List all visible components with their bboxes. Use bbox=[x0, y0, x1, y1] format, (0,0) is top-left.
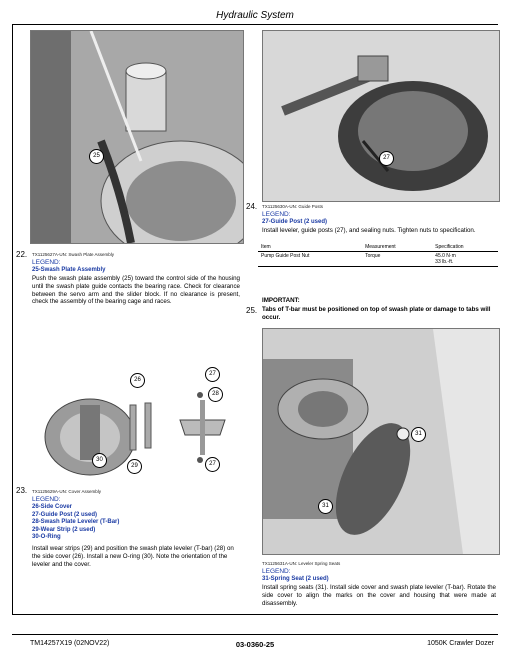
step-22-legend-item: 25-Swash Plate Assembly bbox=[32, 267, 106, 273]
spec-header-measurement: Measurement bbox=[362, 243, 432, 252]
step-23-number: 23. bbox=[16, 486, 28, 495]
spec-values bbox=[432, 252, 498, 267]
callout-27-bottom: 27 bbox=[205, 457, 220, 472]
step-24-legend-title: LEGEND: bbox=[262, 211, 291, 218]
bottom-frame-line bbox=[12, 614, 498, 615]
step-23-text: Install wear strips (29) and position the swash plate leveler (T-bar) (28) on the side cover (26). Install a new O-ring (30). Note the orientation of the leveler and the cover. bbox=[32, 545, 234, 568]
spec-item: Pump Guide Post Nut bbox=[258, 252, 362, 267]
callout-26: 26 bbox=[130, 373, 145, 388]
legend-item-26: 26-Side Cover bbox=[32, 504, 73, 510]
step-24-caption: TX1125630A-UN: Guide Posts bbox=[262, 204, 323, 209]
callout-28: 28 bbox=[208, 387, 223, 402]
callout-31-right: 31 bbox=[411, 427, 426, 442]
step-23-legend-list bbox=[32, 504, 119, 542]
page-header-title: Hydraulic System bbox=[216, 10, 294, 21]
spring-seats-illustration bbox=[263, 329, 499, 554]
callout-29: 29 bbox=[127, 459, 142, 474]
leveler-spring-seats-photo bbox=[262, 328, 500, 555]
legend-item-27: 27-Guide Post (2 used) bbox=[32, 511, 98, 518]
swash-plate-assembly-photo bbox=[30, 30, 244, 244]
callout-25: 25 bbox=[89, 149, 104, 164]
step-22-caption: TX1125627A-UN: Swash Plate Assembly bbox=[32, 252, 114, 257]
step-22-legend-title: LEGEND: bbox=[32, 259, 61, 266]
legend-item-30: 30-O-Ring bbox=[32, 534, 61, 540]
step-23-legend-title: LEGEND: bbox=[32, 496, 61, 503]
swash-plate-illustration bbox=[31, 31, 243, 243]
footer-page-number: 03-0360-25 bbox=[235, 640, 275, 649]
callout-30: 30 bbox=[92, 453, 107, 468]
step-22-number: 22. bbox=[16, 250, 28, 259]
legend-item-28: 28-Swash Plate Leveler (T-Bar) bbox=[32, 519, 120, 525]
spec-measurement: Torque bbox=[362, 252, 432, 267]
step-25-number: 25. bbox=[246, 306, 258, 315]
cover-assembly-photo bbox=[30, 365, 242, 480]
guide-posts-photo bbox=[262, 30, 500, 202]
important-label: IMPORTANT: bbox=[262, 297, 300, 304]
step-25-caption: TX1125631A-UN: Leveler Spring Seats bbox=[262, 561, 341, 566]
callout-27: 27 bbox=[379, 151, 394, 166]
step-24-number: 24. bbox=[246, 202, 258, 211]
callout-31-left: 31 bbox=[318, 499, 333, 514]
step-23-caption: TX1125629A-UN: Cover Assembly bbox=[32, 489, 101, 494]
spec-header-item: Item bbox=[258, 243, 362, 252]
header-divider bbox=[12, 24, 498, 25]
legend-item-29: 29-Wear Strip (2 used) bbox=[32, 526, 96, 533]
step-25-legend-title: LEGEND: bbox=[262, 568, 291, 575]
spec-value-metric: 45.0 N·m bbox=[435, 253, 456, 259]
spec-value-imperial: 33 lb.-ft. bbox=[435, 259, 454, 265]
step-22-text: Push the swash plate assembly (25) toward the control side of the housing until the swash plate guide contacts the bearing race. Check for clearance between the servo arm and the slider block. If no clearance is present, check the assembly of the bearing cage and races. bbox=[32, 275, 240, 306]
step-24-legend-item: 27-Guide Post (2 used) bbox=[262, 219, 328, 225]
guide-posts-illustration bbox=[263, 31, 499, 201]
step-24-text: Install leveler, guide posts (27), and sealing nuts. Tighten nuts to specification. bbox=[262, 227, 476, 234]
step-25-legend-item: 31-Spring Seat (2 used) bbox=[262, 576, 329, 582]
callout-27-top: 27 bbox=[205, 367, 220, 382]
torque-spec-table bbox=[258, 243, 498, 267]
footer-manual-id: TM14257X19 (02NOV22) bbox=[30, 640, 110, 647]
left-frame-line bbox=[12, 24, 13, 614]
step-25-text: Install spring seats (31). Install side cover and swash plate leveler (T-bar). Rotate the side cover to align the marks on the cover and housing that were made at disassembly. bbox=[262, 584, 496, 607]
spec-header-specification: Specification bbox=[432, 243, 498, 252]
footer-machine-name: 1050K Crawler Dozer bbox=[427, 640, 494, 647]
footer-divider bbox=[12, 634, 498, 635]
important-text: Tabs of T-bar must be positioned on top of swash plate or damage to tabs will occur. bbox=[262, 306, 491, 321]
